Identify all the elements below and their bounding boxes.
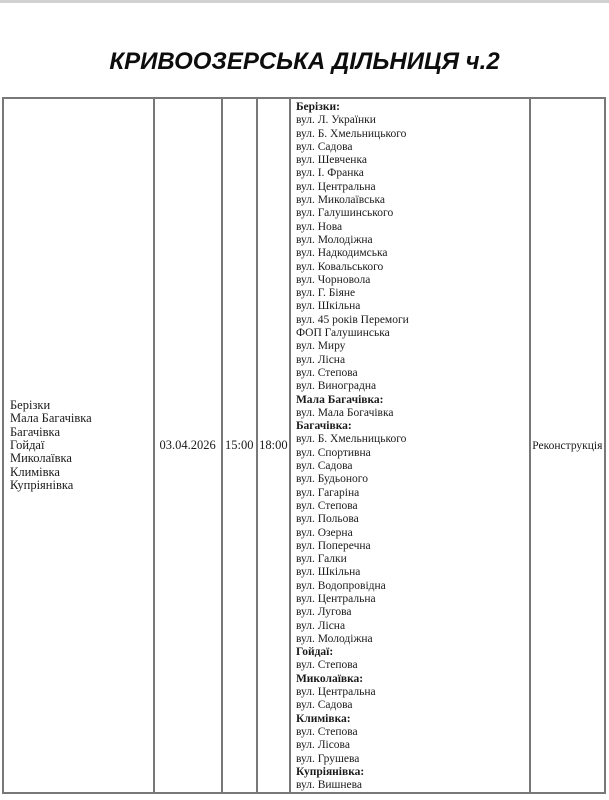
street-line: вул. Степова <box>295 499 358 512</box>
time-end-cell <box>257 98 290 793</box>
street-line: вул. Садова <box>295 140 353 153</box>
street-line: вул. Грушева <box>295 752 360 765</box>
street-line: вул. Вишнева <box>295 779 363 792</box>
street-line: вул. Галушинського <box>295 207 394 220</box>
street-line: вул. Степова <box>295 366 358 379</box>
street-line: вул. Лісова <box>295 739 350 752</box>
table-row <box>3 98 605 793</box>
street-line: вул. Водопровідна <box>295 579 386 592</box>
street-line: вул. Нова <box>295 220 343 233</box>
street-line: вул. І. Франка <box>295 167 364 180</box>
work-type-label: Реконструкція <box>532 439 603 452</box>
street-line: вул. Б. Хмельницького <box>295 433 407 446</box>
street-line: Гойдаї: <box>295 646 334 659</box>
street-line: вул. Степова <box>295 659 358 672</box>
street-line: вул. Миколаївська <box>295 194 385 207</box>
street-line: вул. Молодіжна <box>295 632 373 645</box>
village-item: Багачівка <box>10 424 60 439</box>
street-line: вул. Миру <box>295 340 346 353</box>
street-line: Берізки: <box>295 101 340 113</box>
window-top-strip <box>0 0 609 3</box>
time-start-cell <box>222 98 257 793</box>
streets-cell <box>290 98 530 793</box>
street-line: вул. Надкодимська <box>295 247 388 260</box>
street-line: Мала Багачівка: <box>295 393 384 406</box>
street-line: вул. Центральна <box>295 180 376 193</box>
street-line: Миколаївка: <box>295 672 364 685</box>
street-line: вул. Центральна <box>295 686 376 699</box>
street-line: вул. Шкільна <box>295 566 361 579</box>
time-start: 15:00 <box>225 438 254 453</box>
street-line: вул. Степова <box>295 725 358 738</box>
page-title: КРИВООЗЕРСЬКА ДІЛЬНИЦЯ ч.2 <box>109 48 500 75</box>
street-line: вул. Центральна <box>295 592 376 605</box>
village-item: Купріянівка <box>10 478 74 493</box>
street-line: вул. Шкільна <box>295 300 361 313</box>
street-line: вул. Садова <box>295 699 353 712</box>
street-line: вул. Молодіжна <box>295 233 373 246</box>
street-line: вул. Озерна <box>295 526 353 539</box>
street-line: вул. Гагаріна <box>295 486 360 499</box>
status-cell <box>530 98 605 793</box>
village-item: Климівка <box>10 464 60 479</box>
streets-list <box>291 99 529 792</box>
date-cell <box>154 98 222 793</box>
street-line: ФОП Галушинська <box>295 327 390 340</box>
outage-date: 03.04.2026 <box>159 438 216 453</box>
street-line: Багачівка: <box>295 420 352 433</box>
street-line: вул. Виноградна <box>295 380 377 393</box>
street-line: вул. Б. Хмельницького <box>295 127 407 140</box>
street-line: вул. Польова <box>295 513 359 526</box>
street-line: Купріянівка: <box>295 765 365 778</box>
street-line: вул. Мала Богачівка <box>295 406 394 419</box>
street-line: вул. Галки <box>295 553 347 566</box>
street-line: Климівка: <box>295 712 351 725</box>
villages-list <box>4 399 153 493</box>
street-line: вул. Спортивна <box>295 446 371 459</box>
village-item: Мала Багачівка <box>10 411 92 426</box>
street-line: вул. Чорновола <box>295 273 371 286</box>
villages-cell <box>3 98 154 793</box>
street-line: вул. 45 років Перемоги <box>295 313 409 326</box>
street-line: вул. Лугова <box>295 606 352 619</box>
outage-schedule-table <box>2 97 606 794</box>
time-end: 18:00 <box>259 438 288 453</box>
street-line: вул. Садова <box>295 460 353 473</box>
street-line: вул. Поперечна <box>295 539 371 552</box>
street-line: вул. Шевченка <box>295 154 367 167</box>
street-line: вул. Л. Українки <box>295 114 376 127</box>
village-item: Миколаївка <box>10 451 72 466</box>
street-line: вул. Лісна <box>295 353 346 366</box>
village-item: Гойдаї <box>10 438 45 453</box>
street-line: вул. Лісна <box>295 619 346 632</box>
street-line: вул. Ковальського <box>295 260 384 273</box>
street-line: вул. Г. Біяне <box>295 287 356 300</box>
village-item: Берізки <box>10 397 51 412</box>
street-line: вул. Будьоного <box>295 473 368 486</box>
